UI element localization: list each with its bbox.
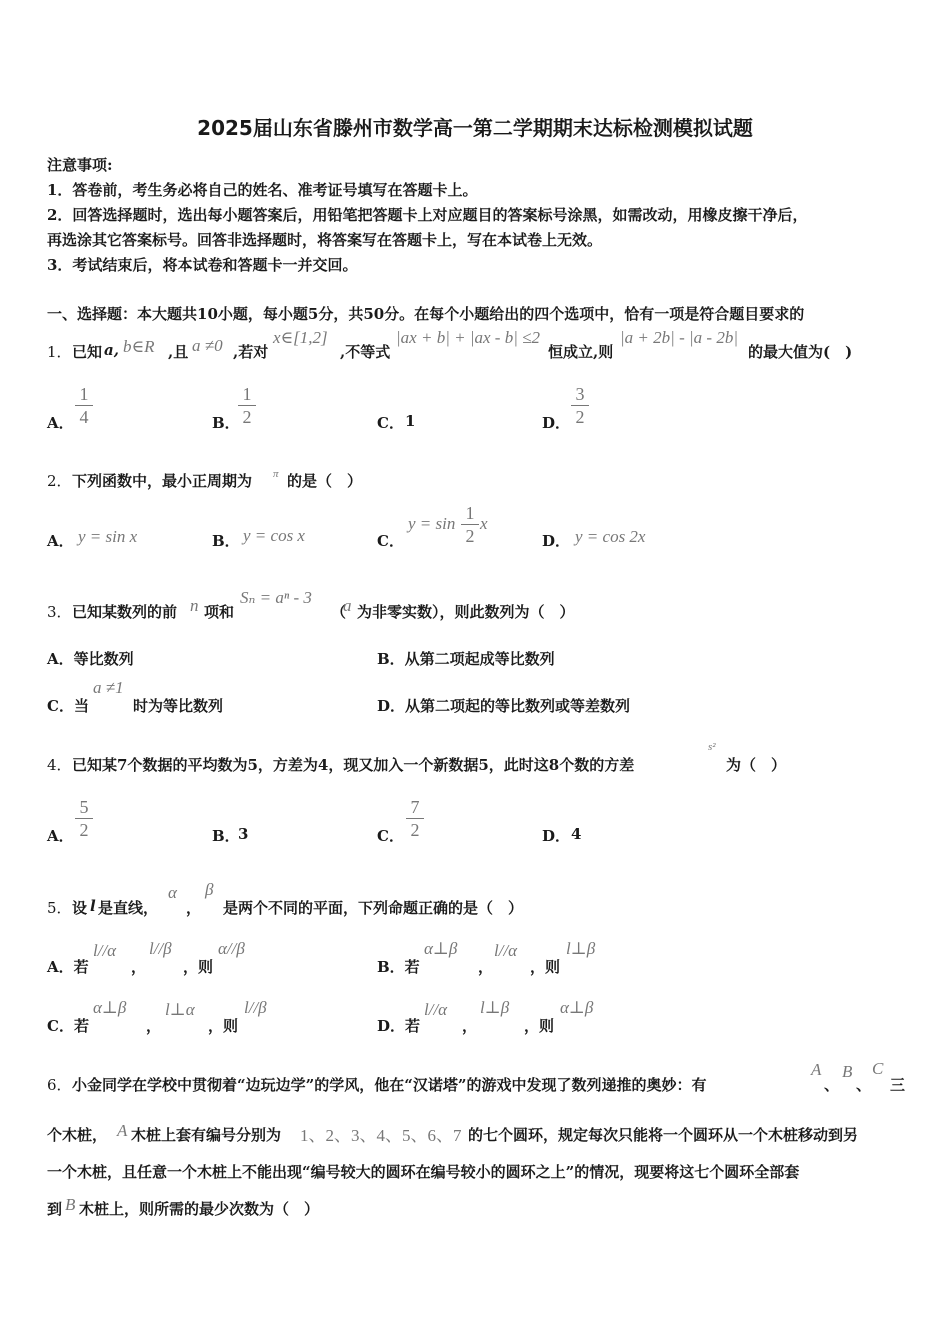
- math-expr: l//α: [93, 941, 117, 960]
- question-text: （: [331, 603, 347, 621]
- notice-item: 2．回答选择题时，选出每小题答案后，用铅笔把答题卡上对应题目的答案标号涂黑，如需改动，用橡皮擦干净后，: [47, 206, 808, 224]
- option-a-label: A．: [47, 827, 74, 845]
- math-expr: n: [190, 596, 199, 615]
- question-text: 一个木桩，且任意一个木桩上不能出现“编号较大的圆环在编号较小的圆环之上”的情况，现要将这七个圆环全部套: [47, 1163, 800, 1181]
- notice-item: 再选涂其它答案标号。回答非选择题时，将答案写在答题卡上，写在本试卷上无效。: [47, 231, 603, 249]
- math-expr: y = cos x: [243, 526, 305, 545]
- notice-heading: 注意事项:: [47, 156, 113, 174]
- question-text: 已知: [72, 343, 103, 361]
- math-expr: 1、2、3、4、5、6、7: [300, 1126, 462, 1145]
- math-expr: x: [480, 514, 488, 533]
- math-expr: B: [842, 1062, 853, 1081]
- question-number: 6．: [47, 1076, 72, 1094]
- option-c-label: C．若: [47, 1017, 89, 1035]
- question-text: 的是（ ）: [287, 472, 363, 490]
- option-b-value: 3: [238, 825, 249, 843]
- option-d-label: D．若: [377, 1017, 421, 1035]
- option-c-label: C．: [377, 532, 404, 550]
- question-text: ，: [186, 899, 202, 917]
- math-expr: s²: [708, 741, 716, 753]
- question-text: 到: [47, 1200, 63, 1218]
- question-text: 设: [72, 899, 88, 917]
- math-expr: β: [205, 880, 214, 899]
- option-d-label: D．: [542, 827, 571, 845]
- question-text: ，则: [208, 1017, 239, 1035]
- question-text: ，则: [183, 958, 214, 976]
- option-d-label: D．: [542, 414, 571, 432]
- math-expr: |a + 2b| - |a - 2b|: [620, 328, 738, 347]
- math-expr: y = sin: [408, 514, 456, 533]
- option-a-label: A．: [47, 532, 74, 550]
- page-title: 2025届山东省滕州市数学高一第二学期期末达标检测模拟试题: [197, 116, 753, 140]
- math-expr: l//α: [494, 941, 518, 960]
- math-expr: α⊥β: [93, 998, 127, 1017]
- question-number: 5．: [47, 899, 72, 917]
- option-b-label: B．若: [377, 958, 420, 976]
- math-expr: x∈[1,2]: [273, 328, 328, 347]
- question-text: 的最大值为( ): [748, 343, 853, 361]
- math-expr: l⊥α: [165, 1000, 195, 1019]
- option-b-label: B．: [212, 414, 240, 432]
- question-number: 3．: [47, 603, 72, 621]
- option-b-label: B．: [212, 532, 240, 550]
- question-number: 4．: [47, 756, 72, 774]
- fraction: 3 2: [571, 384, 589, 427]
- math-expr: l//β: [244, 998, 267, 1017]
- option-c-tail: 时为等比数列: [133, 697, 224, 715]
- question-text: 木桩上套有编号分别为: [131, 1126, 282, 1144]
- question-text: 项和: [204, 603, 235, 621]
- math-expr: y = cos 2x: [575, 527, 646, 546]
- question-text: ,不等式: [340, 343, 391, 361]
- question-text: 是直线，: [98, 899, 159, 917]
- option-b-label: B．: [212, 827, 240, 845]
- option-a: A．等比数列: [47, 650, 134, 668]
- option-c-label: C．: [377, 827, 404, 845]
- question-text: 三: [890, 1076, 906, 1094]
- math-expr: b∈R: [123, 337, 155, 356]
- math-expr: α//β: [218, 939, 245, 958]
- math-expr: a,: [104, 341, 119, 359]
- option-c-value: 1: [405, 412, 416, 430]
- question-text: 是两个不同的平面，下列命题正确的是（ ）: [223, 899, 524, 917]
- math-expr: A: [117, 1121, 128, 1140]
- math-expr: Sₙ = aⁿ - 3: [240, 588, 312, 607]
- math-expr: α⊥β: [560, 998, 594, 1017]
- question-text: 、: [856, 1076, 872, 1094]
- option-a-label: A．若: [47, 958, 89, 976]
- section-heading: 一、选择题：本大题共10小题，每小题5分，共50分。在每个小题给出的四个选项中，恰有一项是符合题目要求的: [47, 305, 805, 323]
- question-text: 的七个圆环，规定每次只能将一个圆环从一个木桩移动到另: [468, 1126, 859, 1144]
- math-expr: α⊥β: [424, 939, 458, 958]
- fraction: 5 2: [75, 797, 93, 840]
- fraction: 1 2: [461, 503, 479, 546]
- math-expr: l//β: [149, 939, 172, 958]
- fraction: 7 2: [406, 797, 424, 840]
- notice-item: 1．答卷前，考生务必将自己的姓名、准考证号填写在答题卡上。: [47, 181, 478, 199]
- question-text: 小金同学在学校中贯彻着“边玩边学”的学风，他在“汉诺塔”的游戏中发现了数列递推的奥妙：有: [72, 1076, 707, 1094]
- question-number: 1．: [47, 343, 72, 361]
- math-expr: a: [343, 596, 352, 615]
- question-text: ，则: [524, 1017, 555, 1035]
- question-text: ,且: [168, 343, 189, 361]
- math-expr: B: [65, 1195, 76, 1214]
- option-a-label: A．: [47, 414, 74, 432]
- question-text: 、: [824, 1076, 840, 1094]
- fraction: 1 4: [75, 384, 93, 427]
- question-text: 木桩上，则所需的最少次数为（ ）: [79, 1200, 320, 1218]
- option-d: D．从第二项起的等比数列或等差数列: [377, 697, 631, 715]
- question-text: ,若对: [233, 343, 269, 361]
- math-expr: a ≠1: [93, 678, 124, 697]
- question-text: ，则: [530, 958, 561, 976]
- question-text: 为（ ）: [726, 756, 787, 774]
- math-expr: C: [872, 1059, 884, 1078]
- math-expr: a ≠0: [192, 336, 223, 355]
- question-text: 下列函数中，最小正周期为: [72, 472, 253, 490]
- math-expr: l⊥β: [566, 939, 596, 958]
- question-text: 个木桩，: [47, 1126, 108, 1144]
- math-expr: A: [811, 1060, 822, 1079]
- option-c: C．当: [47, 697, 89, 715]
- notice-item: 3．考试结束后，将本试卷和答题卡一并交回。: [47, 256, 358, 274]
- math-expr: l: [90, 897, 96, 915]
- math-expr: l//α: [424, 1000, 448, 1019]
- math-expr: |ax + b| + |ax - b| ≤2: [396, 328, 540, 347]
- fraction: 1 2: [238, 384, 256, 427]
- question-text: 已知某7个数据的平均数为5，方差为4，现又加入一个新数据5，此时这8个数的方差: [72, 756, 635, 774]
- math-expr: l⊥β: [480, 998, 510, 1017]
- option-b: B．从第二项起成等比数列: [377, 650, 555, 668]
- option-d-label: D．: [542, 532, 571, 550]
- math-expr: y = sin x: [78, 527, 138, 546]
- option-c-label: C．: [377, 414, 404, 432]
- question-text: 已知某数列的前: [72, 603, 178, 621]
- math-expr: α: [168, 883, 177, 902]
- question-text: 为非零实数），则此数列为（ ）: [357, 603, 575, 621]
- option-d-value: 4: [571, 825, 582, 843]
- math-expr: π: [273, 468, 279, 480]
- question-number: 2．: [47, 472, 72, 490]
- question-text: 恒成立,则: [548, 343, 614, 361]
